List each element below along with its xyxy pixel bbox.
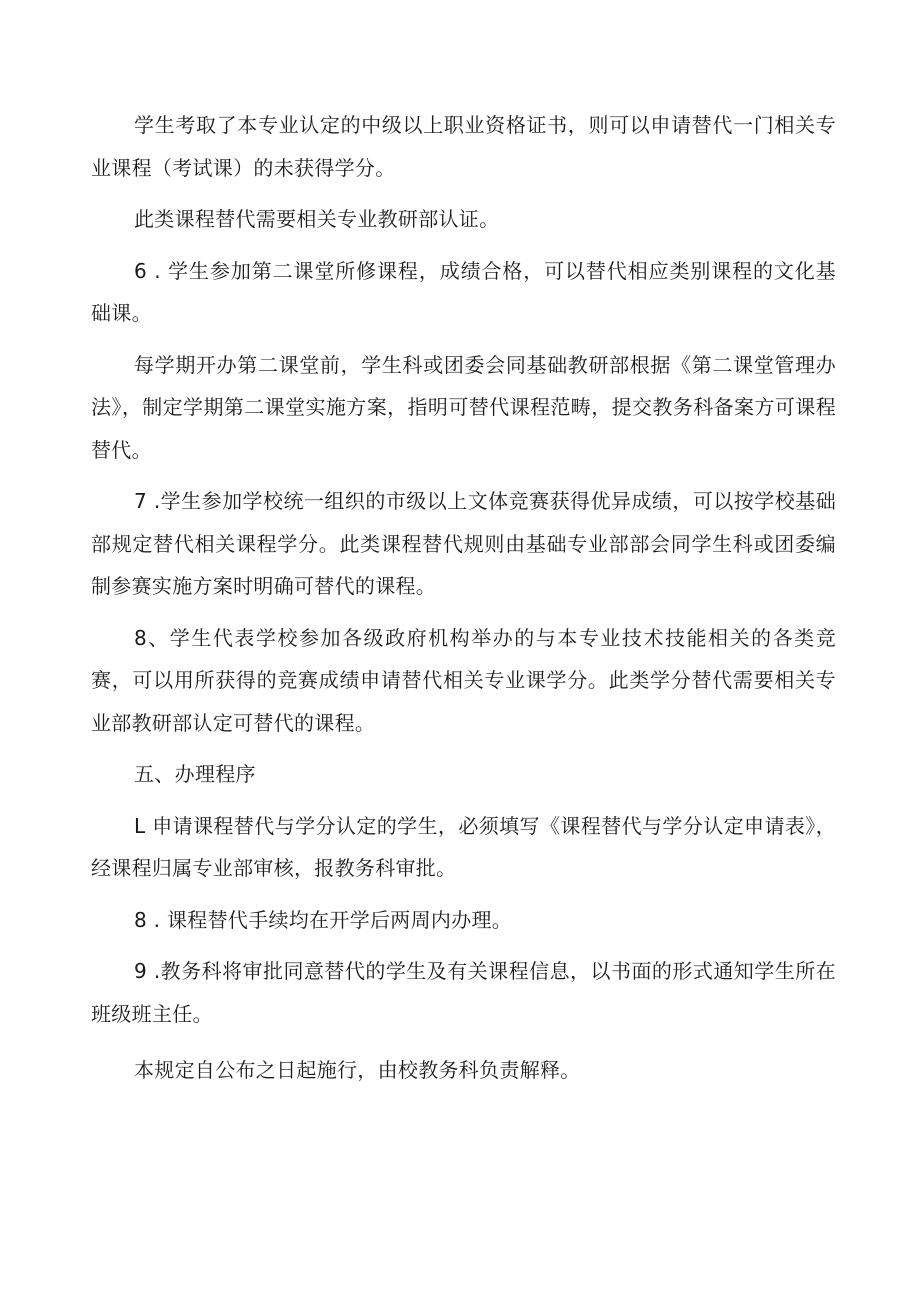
document-body xyxy=(91,104,836,1101)
paragraph-procedure-1: L 申请课程替代与学分认定的学生，必须填写《课程替代与学分认定申请表》，经课程归属专业部审核，报教务科审批。 xyxy=(91,813,836,880)
paragraph-certificate-substitution: 学生考取了本专业认定的中级以上职业资格证书，则可以申请替代一门相关专业课程（考试课）的未获得学分。 xyxy=(91,113,836,180)
paragraph-item-8: 8、学生代表学校参加各级政府机构举办的与本专业技术技能相关的各类竞赛，可以用所获得的竞赛成绩申请替代相关专业课学分。此类学分替代需要相关专业部教研部认定可替代的课程。 xyxy=(91,625,836,735)
paragraph-procedure-3: 9 .教务科将审批同意替代的学生及有关课程信息，以书面的形式通知学生所在班级班主任。 xyxy=(91,959,836,1026)
paragraph-procedure-2: 8 . 课程替代手续均在开学后两周内办理。 xyxy=(134,907,513,932)
paragraph-item-6: 6 . 学生参加第二课堂所修课程，成绩合格，可以替代相应类别课程的文化基础课。 xyxy=(91,258,836,325)
paragraph-second-classroom: 每学期开办第二课堂前，学生科或团委会同基础教研部根据《第二课堂管理办法》，制定学期第二课堂实施方案，指明可替代课程范畴，提交教务科备案方可课程替代。 xyxy=(91,352,836,462)
paragraph-certification-note: 此类课程替代需要相关专业教研部认证。 xyxy=(134,207,500,231)
paragraph-item-7: 7 .学生参加学校统一组织的市级以上文体竞赛获得优异成绩，可以按学校基础部规定替代相关课程学分。此类课程替代规则由基础专业部部会同学生科或团委编制参赛实施方案时明确可替代的课程。 xyxy=(91,489,836,598)
section-heading-procedure: 五、办理程序 xyxy=(134,762,256,786)
paragraph-effective-date: 本规定自公布之日起施行，由校教务科负责解释。 xyxy=(134,1058,581,1082)
